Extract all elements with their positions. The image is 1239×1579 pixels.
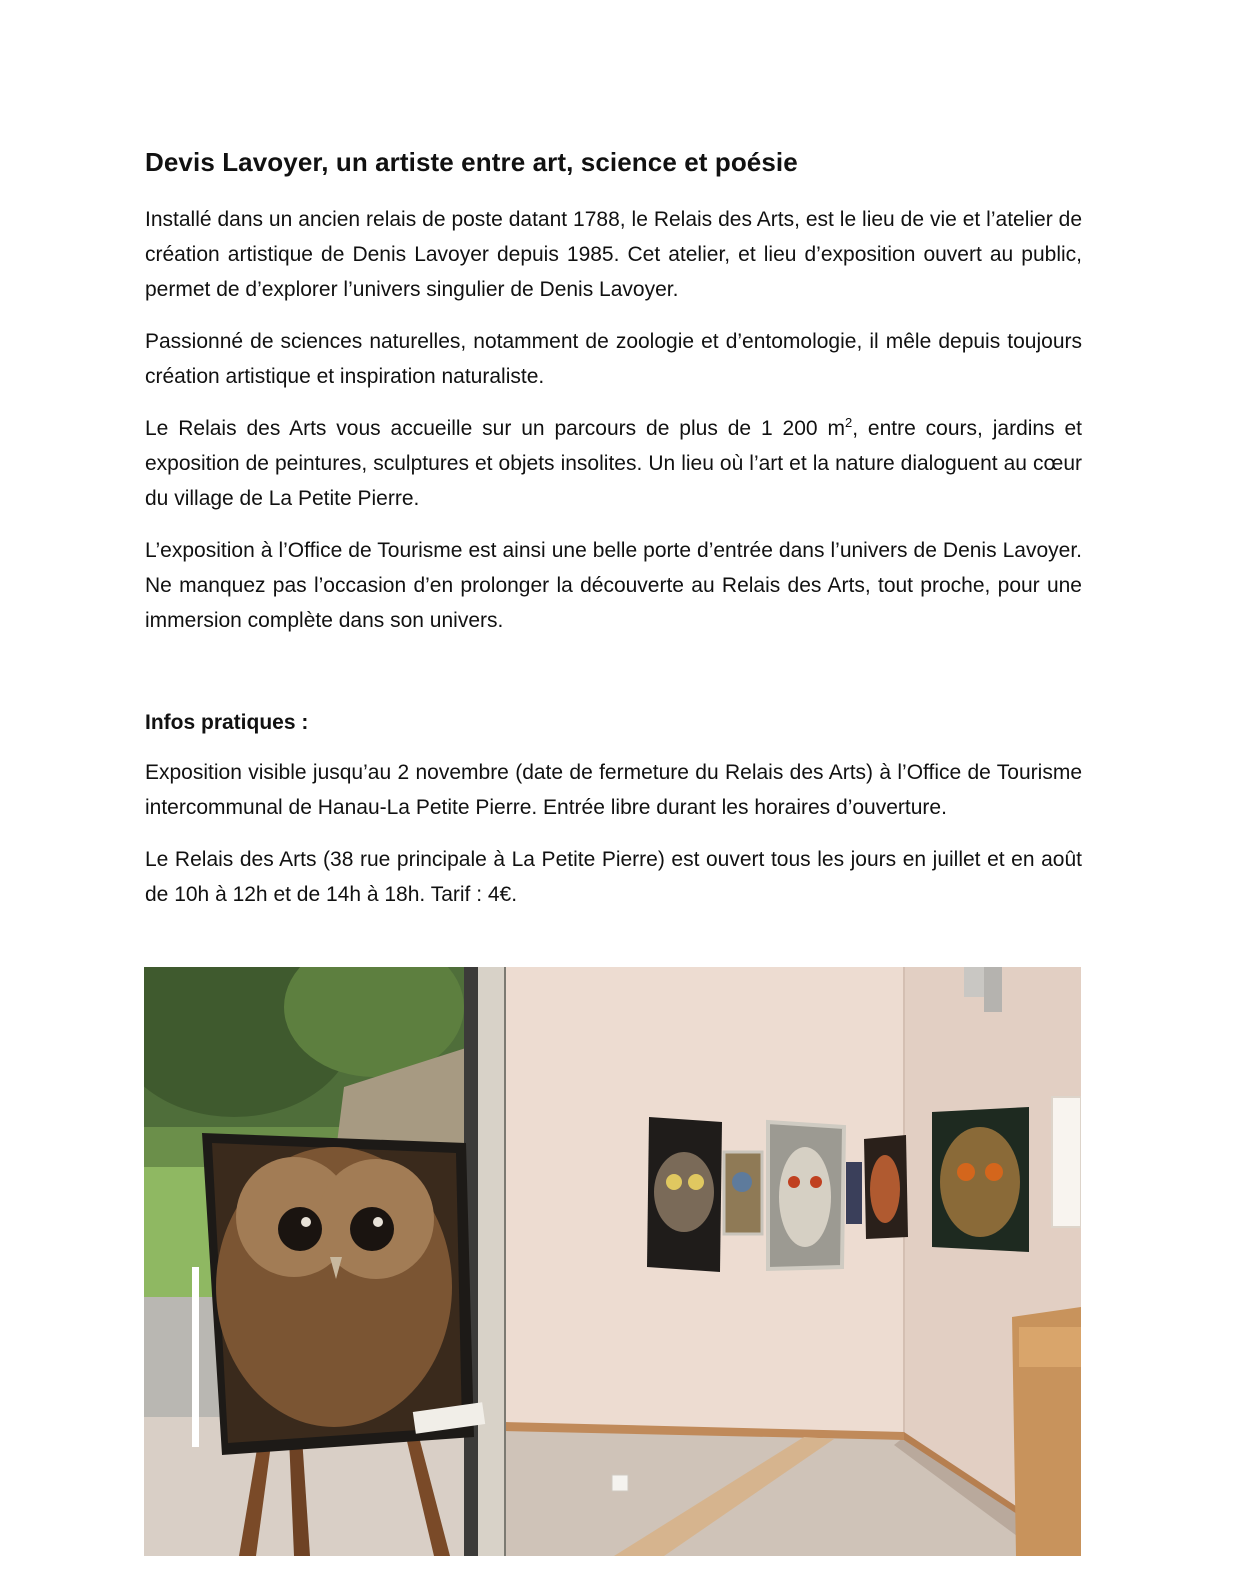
section-spacer [145,655,1082,705]
article-body [145,146,1082,929]
exhibition-photo [144,967,1081,1556]
paragraph-exposition: L’exposition à l’Office de Tourisme est ainsi une belle porte d’entrée dans l’univers de Denis Lavoyer. Ne manquez pas l’occasion d’en prolonger la découverte au Relais des Arts, tout proche, pour une immersion complète dans son univers. [145,538,1082,632]
article-title: Devis Lavoyer, un artiste entre art, science et poésie [145,147,798,177]
infos-heading: Infos pratiques : [145,710,309,734]
paragraph-intro: Installé dans un ancien relais de poste datant 1788, le Relais des Arts, est le lieu de vie et l’atelier de création artistique de Denis Lavoyer depuis 1985. Cet atelier, et lieu d’exposition ouvert au public, permet de d’explorer l’univers singulier de Denis Lavoyer. [145,207,1082,301]
paragraph-infos-horaires: Le Relais des Arts (38 rue principale à La Petite Pierre) est ouvert tous les jours en juillet et en août de 10h à 12h et de 14h à 18h. Tarif : 4€. [145,847,1082,906]
paragraph-infos-exposition: Exposition visible jusqu’au 2 novembre (date de fermeture du Relais des Arts) à l’Office de Tourisme intercommunal de Hanau-La Petite Pierre. Entrée libre durant les horaires d’ouverture. [145,760,1082,819]
paragraph-relais-end: , entre cours, jardins et exposition de peintures, sculptures et objets insolites. Un lieu où l’art et la nature dialoguent au cœur du village de La Petite Pierre. [145,416,1083,510]
paragraph-passion: Passionné de sciences naturelles, notamment de zoologie et d’entomologie, il mêle depuis toujours création artistique et inspiration naturaliste. [145,329,1082,388]
paragraph-relais [145,411,1082,516]
superscript-two: 2 [844,414,853,430]
paragraph-relais-start: Le Relais des Arts vous accueille sur un parcours de plus de 1 200 m [145,416,845,440]
